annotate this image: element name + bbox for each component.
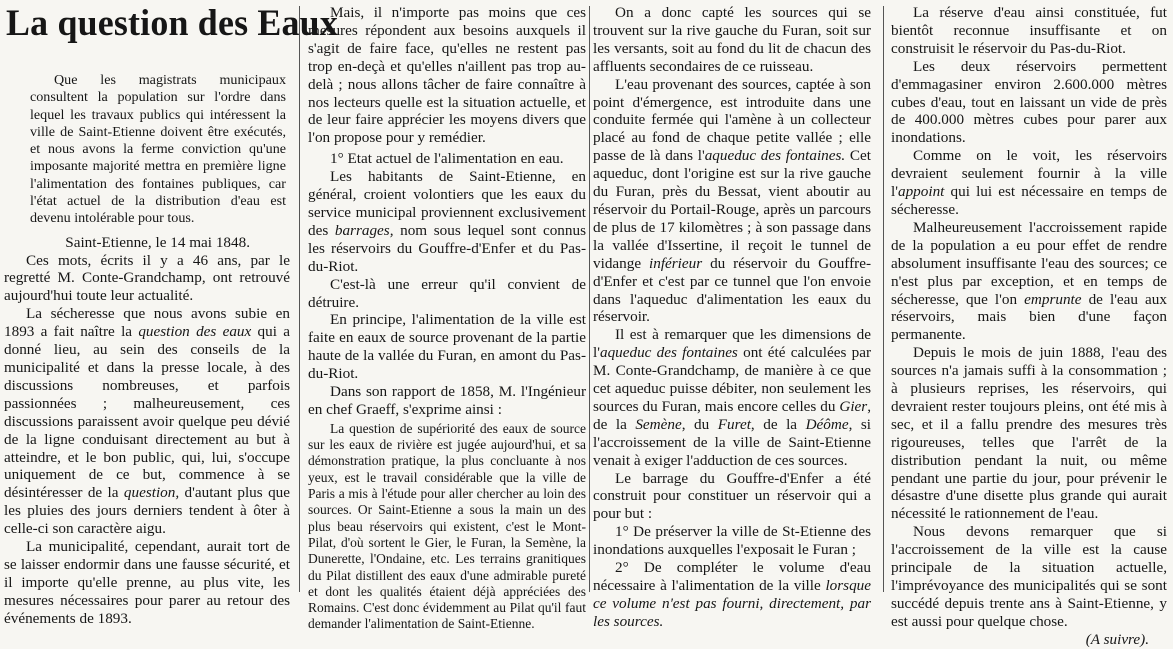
section-heading: 1° Etat actuel de l'alimentation en eau. (330, 150, 564, 168)
column-4 (891, 4, 1167, 649)
paragraph: Depuis le mois de juin 1888, l'eau des sources n'a jamais suffi à la consommation ; à plusieurs reprises, les réservoirs, qui devraient rester toujours pleins, ont été mis à sec, et il a fallu prendre des mesures très rigoureuses, telles que l'arrêt de la distribution pendant la nuit, ou même pendant une partie du jour, pour prévenir le désastre d'une disette plus grande qui aurait nécessité le rationnement de l'eau. (891, 344, 1167, 523)
column-rule (589, 6, 590, 592)
paragraph: Les habitants de Saint-Etienne, en général, croient volontiers que les eaux du service municipal proviennent exclusivement des barrages, nom sous lequel sont connus les réservoirs du Gouffre-d'Enfer et du Pas-du-Riot. (308, 168, 586, 275)
paragraph: Ces mots, écrits il y a 46 ans, par le regretté M. Conte-Grandchamp, ont retrouvé aujourd'hui toute leur actualité. (4, 251, 290, 305)
column-rule (883, 6, 884, 592)
paragraph: La réserve d'eau ainsi constituée, fut bientôt reconnue insuffisante et on construisit le réservoir du Pas-du-Riot. (891, 4, 1167, 57)
paragraph: Dans son rapport de 1858, M. l'Ingénieur en chef Graeff, s'exprime ainsi : (308, 383, 586, 418)
paragraph: Comme on le voit, les réservoirs devraient seulement fournir à la ville l'appoint qui lui est nécessaire en temps de sécheresse. (891, 147, 1167, 218)
paragraph: La municipalité, cependant, aurait tort de se laisser endormir dans une fausse sécurité, et il importe qu'elle prenne, au plus vite, les mesures nécessaires pour parer au retour des événements de 1893. (4, 538, 290, 627)
paragraph: C'est-là une erreur qu'il convient de détruire. (308, 275, 586, 311)
paragraph: 1° De préserver la ville de St-Etienne des inondations auxquelles l'exposait le Furan ; (593, 523, 871, 559)
paragraph: Les deux réservoirs permettent d'emmagasiner environ 2.600.000 mètres cubes d'eau, tout en laissant un vide de près de 400.000 mètres cubes pour parer aux inondations. (891, 57, 1167, 147)
article-title: La question des Eaux (6, 3, 338, 44)
paragraph: Il est à remarquer que les dimensions de l'aqueduc des fontaines ont été calculées par M. Conte-Grandchamp, de manière à ce que cet aqueduc puisse débiter, non seulement les sources du Furan, mais encore celles du Gier, de la Semène, du Furet, de la Déôme, si l'accroissement de la ville de Saint-Etienne venait à exiger l'adduction de ces sources. (593, 326, 872, 469)
paragraph: Mais, il n'importe pas moins que ces mesures répondent aux besoins auxquels il s'agit de faire face, qu'elles ne restent pas trop en-deçà et qu'elles n'aillent pas trop au-delà ; nous allons tâcher de faire connaître à nos lecteurs quelle est la situation actuelle, et de leur faire apprécier les moyens divers que l'on propose pour y remédier. (308, 4, 586, 147)
column-3 (593, 4, 871, 631)
to-be-continued: (A suivre). (1085, 630, 1149, 648)
column-rule (299, 6, 300, 592)
paragraph: Malheureusement l'accroissement rapide de la population a eu pour effet de rendre absolument insuffisante l'eau des sources; ce n'est plus par exception, et en temps de sécheresse, que l'on emprunte de l'eau aux réservoirs, mais bien d'une façon permanente. (891, 218, 1167, 344)
block-quote: La question de supériorité des eaux de source sur les eaux de rivière est jugée aujourd'hui, et sa démonstration pratique, la plus concluante à nos yeux, est le travail considérable que la ville de Paris a mis à l'étude pour aller chercher au loin des sources. Or Saint-Etienne a sous la main un des plus beau réservoirs qui existent, c'est le Mont-Pilat, d'où sortent le Gier, le Furan, la Semène, la Dunerette, l'Ondaine, etc. Les terrains granitiques du Pilat distillent des eaux d'une admirable pureté et dont les qualités étaient déjà appréciées des Romains. C'est donc évidemment au Pilat qu'il faut demander l'alimentation de Saint-Etienne. (308, 420, 586, 632)
column-2 (308, 4, 586, 633)
paragraph: On a donc capté les sources qui se trouvent sur la rive gauche du Furan, soit sur les versants, soit au fond du lit de chacun des affluents secondaires de ce ruisseau. (593, 4, 871, 75)
paragraph: Nous devons remarquer que si l'accroissement de la ville est la cause principale de la situation actuelle, l'imprévoyance des municipalités qui se sont succédé depuis trente ans à Saint-Etienne, y est aussi pour quelque chose. (891, 523, 1167, 630)
paragraph: 2° De compléter le volume d'eau nécessaire à l'alimentation de la ville lorsque ce volume n'est pas fourni, directement, par les sources. (593, 559, 871, 630)
paragraph: L'eau provenant des sources, captée à son point d'émergence, est introduite dans une conduite fermée qui l'amène à un collecteur placé au fond de chaque petite vallée ; elle passe de là dans l'aqueduc des fontaines. Cet aqueduc, dont l'origine est sur la rive gauche du Furan, près du Bessat, vient aboutir au réservoir du Portail-Rouge, après un parcours de plus de 17 kilomètres ; à son passage dans la vallée d'Issertine, il reçoit le tunnel de vidange inférieur du réservoir du Gouffre-d'Enfer et c'est par ce tunnel que l'on envoie dans l'aqueduc d'alimentation les eaux du réservoir. (593, 75, 872, 326)
paragraph: Le barrage du Gouffre-d'Enfer a été construit pour constituer un réservoir qui a pour but : (593, 469, 871, 523)
paragraph: La sécheresse que nous avons subie en 1893 a fait naître la question des eaux qui a donné lieu, au sein des conseils de la municipalité et dans la presse locale, à des discussions nombreuses, et parfois passionnées ; malheureusement, ces discussions paraissent avoir quelque peu dévié de la ligne conduisant directement au but à atteindre, et le bon public, qui, lui, s'occupe uniquement de ce but, commence à se désintéresser de la question, d'autant plus que les pluies des jours derniers tendent à ôter à celle-ci son caractère aigu. (4, 305, 290, 538)
epigraph: Que les magistrats municipaux consultent la population sur l'ordre dans lequel les travaux publics qui intéressent la ville de Saint-Etienne doivent être exécutés, et nous avons la ferme conviction qu'une imposante majorité mettra en première ligne l'alimentation des fontaines publiques, car l'état actuel de la distribution d'eau est devenu intolérable pour tous. (30, 72, 286, 227)
dateline: Saint-Etienne, le 14 mai 1848. (65, 233, 250, 251)
paragraph: En principe, l'alimentation de la ville est faite en eaux de source provenant de la partie haute de la vallée du Furan, en amont du Pas-du-Riot. (308, 311, 586, 383)
column-1 (4, 3, 338, 628)
